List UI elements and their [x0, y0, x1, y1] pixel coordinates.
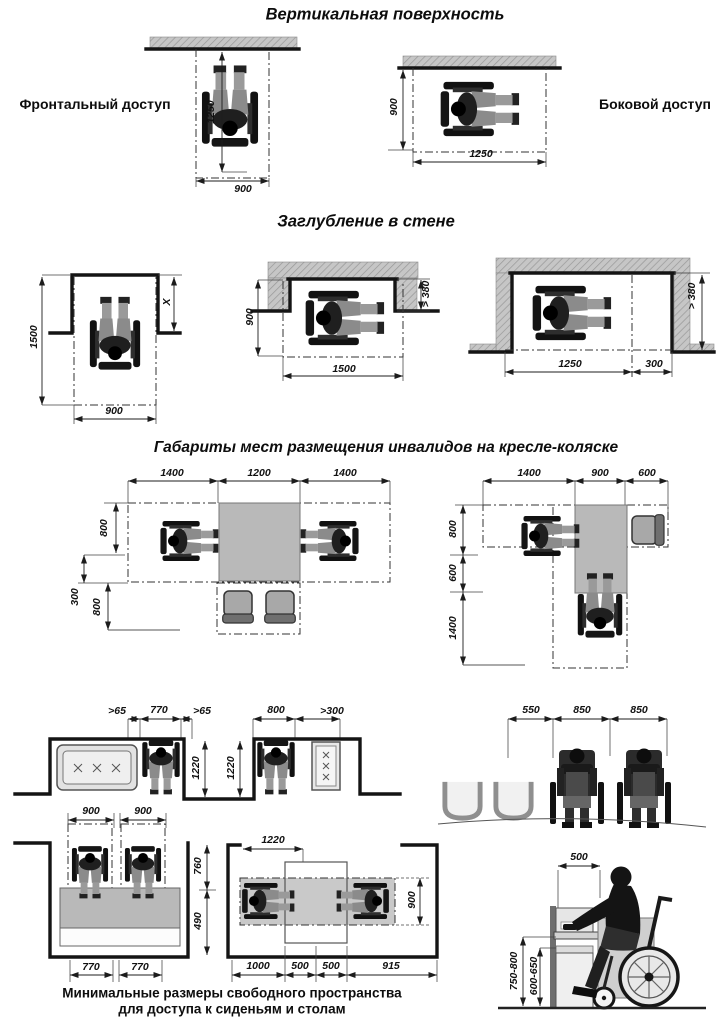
frontal-recess-drawing — [42, 275, 182, 424]
caption-line-1: Минимальные размеры свободного пространства — [62, 985, 402, 1001]
dim-label: >65 — [193, 705, 211, 717]
dim-label: 300 — [645, 358, 663, 370]
dim-label: 900 — [244, 308, 256, 326]
dim-label: 1400 — [447, 616, 459, 640]
dim-label: 850 — [573, 704, 591, 716]
dim-label: 915 — [382, 960, 400, 972]
dim-label: 1500 — [28, 325, 40, 349]
corner-table-drawing — [450, 481, 668, 668]
dim-label: 1220 — [225, 756, 237, 780]
dim-label: 1220 — [190, 756, 202, 780]
dim-label: 1400 — [333, 467, 357, 479]
dim-label: 800 — [447, 520, 459, 538]
wheelchair-icon — [142, 740, 179, 794]
dim-label: 900 — [134, 805, 152, 817]
dim-label: 900 — [105, 405, 123, 417]
deep-recess-drawing — [470, 258, 714, 377]
dim-label: >65 — [108, 705, 126, 717]
dim-label: 760 — [192, 857, 204, 875]
wheelchair-icon — [533, 286, 611, 340]
dim-label: 600 — [638, 467, 656, 479]
dim-label: 1200 — [247, 467, 271, 479]
table-top — [219, 503, 300, 581]
dim-label: 550 — [522, 704, 540, 716]
dim-label: 1500 — [332, 363, 356, 375]
two-side-table-drawing — [78, 481, 390, 634]
chair-icon — [223, 591, 254, 623]
dim-label: 500 — [322, 960, 340, 972]
caption-line-2: для доступа к сиденьям и столам — [118, 1001, 346, 1017]
dim-label: 1250 — [205, 100, 217, 124]
side-access-label: Боковой доступ — [599, 96, 711, 112]
bench-icon — [312, 742, 340, 790]
wheelchair-icon — [306, 291, 384, 345]
seat-icon — [496, 782, 531, 818]
wheelchair-icon — [521, 516, 579, 556]
dim-label: 500 — [570, 851, 588, 863]
counter-access-drawing — [15, 813, 216, 982]
wall-hatch — [150, 37, 297, 49]
dim-label: > 380 — [686, 282, 698, 310]
dim-label: 900 — [388, 98, 400, 116]
counter-front — [60, 928, 180, 946]
frontal-access-label: Фронтальный доступ — [19, 96, 171, 112]
wheelchair-icon — [160, 521, 218, 561]
dim-label: 800 — [267, 704, 285, 716]
dim-label: 1000 — [246, 960, 270, 972]
wheelchair-icon — [301, 521, 359, 561]
dim-label: 1250 — [469, 148, 493, 160]
wheelchair-icon — [90, 297, 140, 370]
dim-label: 900 — [406, 891, 418, 909]
row-seating-drawing — [438, 719, 706, 828]
wheelchair-icon — [257, 740, 294, 794]
wheelchair-icon — [617, 749, 671, 829]
dim-label: >300 — [320, 705, 344, 717]
section-title-vertical-surface: Вертикальная поверхность — [265, 5, 505, 24]
dim-label: 770 — [82, 961, 100, 973]
dim-label: 600 — [447, 564, 459, 582]
dim-label: 1250 — [558, 358, 582, 370]
dim-label: 500 — [291, 960, 309, 972]
dim-label: 750-800 — [508, 951, 520, 991]
table-top — [575, 505, 627, 593]
dim-label: 600-650 — [528, 956, 540, 996]
dim-label: 490 — [192, 912, 204, 930]
dim-label: 800 — [91, 598, 103, 616]
dim-label: X — [161, 298, 173, 306]
dim-label: 900 — [234, 183, 252, 195]
chair-icon — [632, 515, 664, 546]
wall-hatch — [403, 56, 556, 68]
dim-label: 900 — [591, 467, 609, 479]
dim-label: 1400 — [160, 467, 184, 479]
dim-label: 1220 — [261, 834, 285, 846]
dim-label: 800 — [98, 519, 110, 537]
counter-top — [60, 888, 180, 928]
dim-label: > 380 — [420, 280, 432, 308]
seat-icon — [445, 782, 480, 818]
dim-label: 1400 — [517, 467, 541, 479]
dim-label: 850 — [630, 704, 648, 716]
section-title-wall-recess: Заглубление в стене — [277, 212, 455, 231]
dim-label: 300 — [69, 588, 81, 606]
dim-label: 770 — [150, 704, 168, 716]
sofa-icon — [57, 745, 137, 790]
dim-label: 770 — [131, 961, 149, 973]
wheelchair-icon — [441, 82, 519, 136]
chair-icon — [265, 591, 296, 623]
dim-label: 900 — [82, 805, 100, 817]
frontal-access-drawing — [146, 37, 299, 187]
alcove-seating-drawing — [15, 719, 400, 799]
section-title-table-places: Габариты мест размещения инвалидов на кресле-коляске — [153, 439, 619, 456]
wheelchair-icon — [550, 749, 604, 829]
